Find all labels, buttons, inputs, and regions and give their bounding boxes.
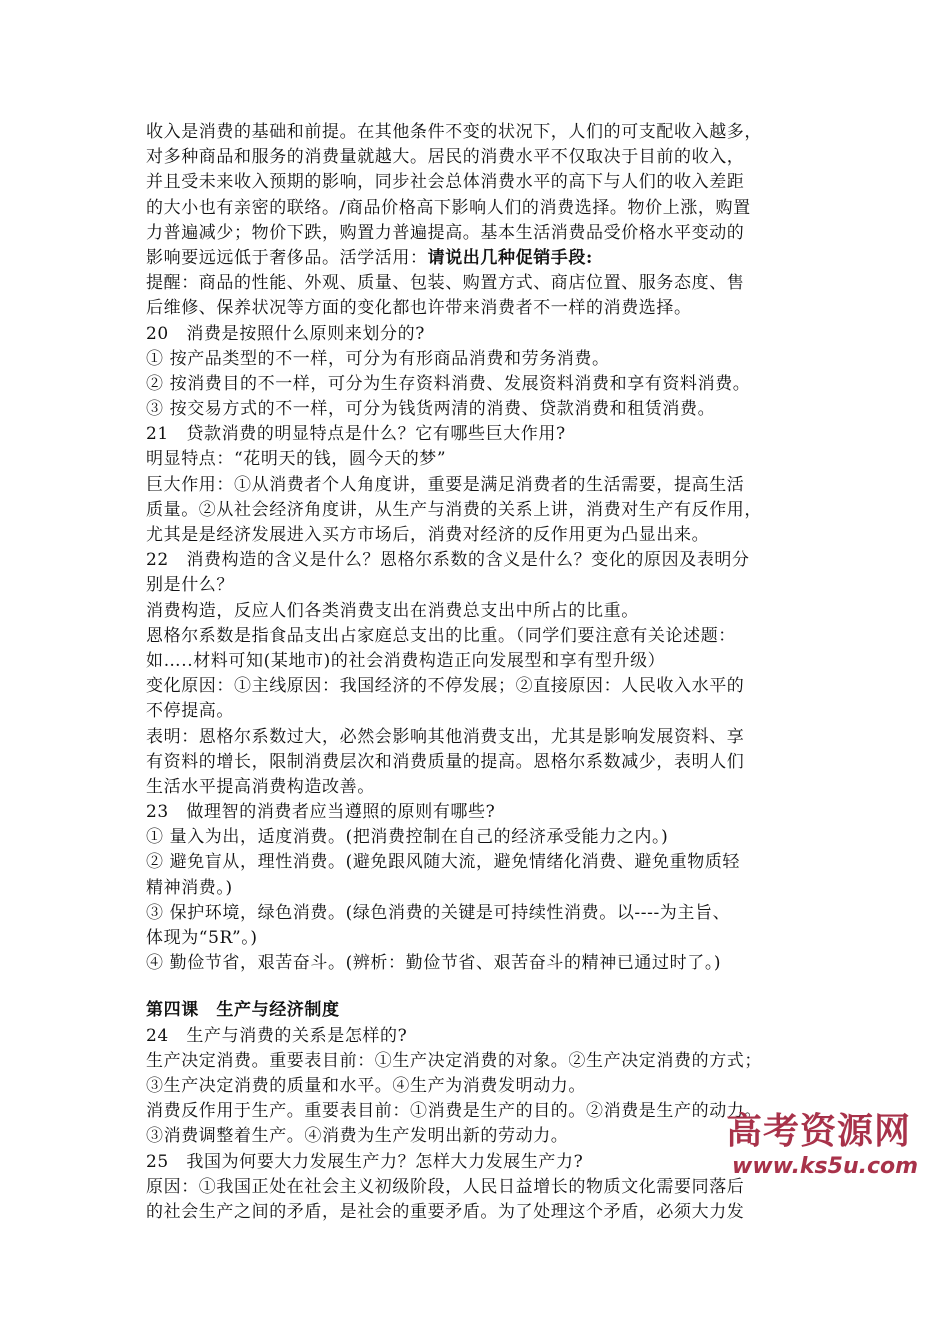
text-line: 尤其是是经济发展进入买方市场后，消费对经济的反作用更为凸显出来。 bbox=[146, 525, 710, 545]
section-heading: 第四课 生产与经济制度 bbox=[146, 1000, 340, 1021]
text-line: 后维修、保养状况等方面的变化都也许带来消费者不一样的消费选择。 bbox=[146, 298, 692, 319]
question-line: 23 做理智的消费者应当遵照的原则有哪些? bbox=[146, 802, 496, 823]
text-line: 对多种商品和服务的消费量就越大。居民的消费水平不仅取决于目前的收入， bbox=[146, 147, 745, 168]
text-line: 消费反作用于生产。重要表目前：①消费是生产的目的。②消费是生产的动力。 bbox=[146, 1101, 762, 1122]
section-spacer bbox=[146, 976, 826, 998]
text-line: 别是什么？ bbox=[146, 575, 234, 596]
text-line: ③生产决定消费的质量和水平。④生产为消费发明动力。 bbox=[146, 1075, 586, 1096]
text-line: 变化原因：①主线原因：我国经济的不停发展；②直接原因：人民收入水平的 bbox=[146, 676, 745, 697]
text-line: 表明：恩格尔系数过大，必然会影响其他消费支出，尤其是影响发展资料、享 bbox=[146, 726, 745, 747]
text-line bbox=[146, 246, 826, 271]
watermark-title: 高考资源网 bbox=[726, 1111, 912, 1152]
text-line: ② 按消费目的不一样，可分为生存资料消费、发展资料消费和享有资料消费。 bbox=[146, 373, 751, 394]
text-line: 生产决定消费。重要表目前：①生产决定消费的对象。②生产决定消费的方式； bbox=[146, 1050, 762, 1071]
watermark-logo bbox=[726, 1110, 926, 1180]
text-line: 明显特点：“花明天的钱，圆今天的梦” bbox=[146, 449, 447, 470]
text-line: 原因：①我国正处在社会主义初级阶段，人民日益增长的物质文化需要同落后 bbox=[146, 1176, 745, 1197]
text-line: 力普遍减少；物价下跌，购置力普遍提高。基本生活消费品受价格水平变动的 bbox=[146, 222, 745, 243]
question-line: 20 消费是按照什么原则来划分的? bbox=[146, 323, 425, 344]
text-line: ③ 保护环境，绿色消费。(绿色消费的关键是可持续性消费。以----为主旨、 bbox=[146, 902, 731, 923]
text-line: ③消费调整着生产。④消费为生产发明出新的劳动力。 bbox=[146, 1126, 569, 1147]
text-line: 收入是消费的基础和前提。在其他条件不变的状况下，人们的可支配收入越多， bbox=[146, 122, 762, 142]
question-line: 24 生产与消费的关系是怎样的? bbox=[146, 1025, 408, 1046]
text-line: ① 量入为出，适度消费。(把消费控制在自己的经济承受能力之内。) bbox=[146, 827, 669, 848]
text-line: 恩格尔系数是指食品支出占家庭总支出的比重。（同学们要注意有关论述题： bbox=[146, 625, 736, 646]
text-line: 如…..材料可知(某地市)的社会消费构造正向发展型和享有型升级） bbox=[146, 650, 666, 671]
bold-prompt: 请说出几种促销手段: bbox=[427, 247, 593, 268]
text-line: 的社会生产之间的矛盾，是社会的重要矛盾。为了处理这个矛盾，必须大力发 bbox=[146, 1201, 745, 1222]
text-line: 体现为“5R”。) bbox=[146, 928, 258, 948]
text-line: 巨大作用：①从消费者个人角度讲，重要是满足消费者的生活需要，提高生活 bbox=[146, 474, 745, 495]
text-line: 不停提高。 bbox=[146, 701, 234, 722]
text-fragment: 影响要远远低于奢侈品。活学活用： bbox=[146, 247, 428, 268]
text-line: 提醒：商品的性能、外观、质量、包装、购置方式、商店位置、服务态度、售 bbox=[146, 273, 745, 294]
watermark-url: www.ks5u.com bbox=[732, 1154, 919, 1179]
text-line: 质量。②从社会经济角度讲，从生产与消费的关系上讲，消费对生产有反作用， bbox=[146, 499, 762, 520]
text-line: ② 避免盲从，理性消费。(避免跟风随大流，避免情绪化消费、避免重物质轻 bbox=[146, 852, 741, 873]
text-line: 精神消费。) bbox=[146, 877, 233, 898]
text-line: 生活水平提高消费构造改善。 bbox=[146, 776, 375, 797]
text-line: 的大小也有亲密的联络。/商品价格高下影响人们的消费选择。物价上涨，购置 bbox=[146, 197, 751, 218]
question-line: 21 贷款消费的明显特点是什么？它有哪些巨大作用? bbox=[146, 424, 566, 445]
text-line: 有资料的增长，限制消费层次和消费质量的提高。恩格尔系数减少，表明人们 bbox=[146, 751, 745, 772]
text-line: 并且受未来收入预期的影响，同步社会总体消费水平的高下与人们的收入差距 bbox=[146, 172, 745, 193]
question-line: 22 消费构造的含义是什么？恩格尔系数的含义是什么？变化的原因及表明分 bbox=[146, 550, 750, 571]
question-line: 25 我国为何要大力发展生产力？怎样大力发展生产力? bbox=[146, 1151, 584, 1172]
text-line: 消费构造，反应人们各类消费支出在消费总支出中所占的比重。 bbox=[146, 600, 639, 621]
text-line: ① 按产品类型的不一样，可分为有形商品消费和劳务消费。 bbox=[146, 348, 610, 369]
document-body bbox=[146, 120, 826, 1225]
text-line: ③ 按交易方式的不一样，可分为钱货两清的消费、贷款消费和租赁消费。 bbox=[146, 399, 716, 420]
text-line: ④ 勤俭节省，艰苦奋斗。(辨析：勤俭节省、艰苦奋斗的精神已通过时了。) bbox=[146, 953, 722, 974]
